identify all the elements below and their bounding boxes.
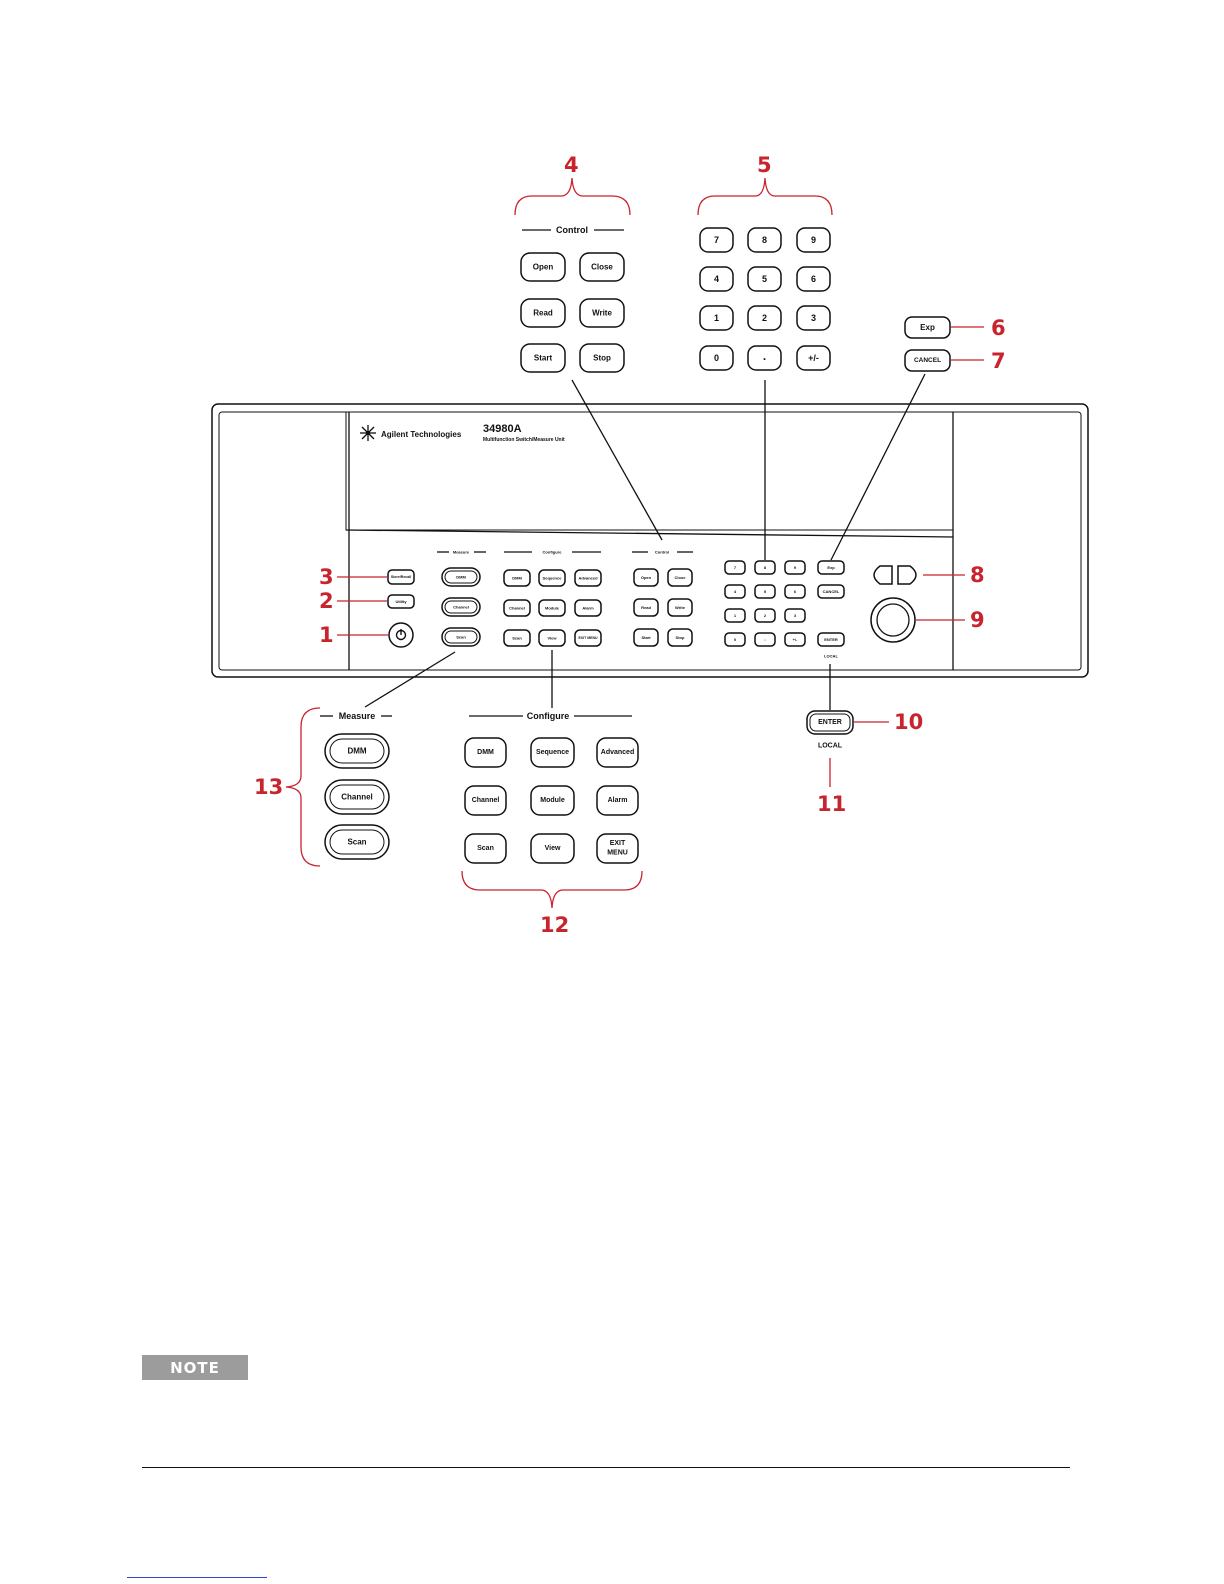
front-measure-channel-label: Channel — [453, 604, 469, 610]
front-exp-label: Exp — [827, 565, 835, 570]
enlarged-exp-label: Exp — [920, 323, 935, 332]
front-control-stop-label: Stop — [675, 635, 685, 640]
callout-6: 6 — [991, 316, 1006, 340]
front-local-label: LOCAL — [824, 653, 838, 659]
front-cancel-label: CANCEL — [822, 589, 840, 594]
enlarged-measure-dmm-key[interactable] — [325, 734, 389, 768]
front-control-title: Control — [654, 549, 670, 555]
front-measure-dmm-label: DMM — [456, 574, 466, 580]
enlarged-key-2-label: 2 — [761, 313, 768, 323]
enlarged-key-5-label: 5 — [761, 274, 768, 284]
callout-12: 12 — [540, 913, 570, 937]
enlarged-exp-cancel — [905, 317, 984, 371]
front-key-dot-label: . — [764, 636, 766, 643]
enlarged-measure-title: Measure — [338, 711, 376, 721]
enlarged-configure-title: Configure — [526, 711, 570, 721]
enlarged-config-menu-label: MENU — [607, 849, 628, 857]
model-desc-label: Multifunction Switch/Measure Unit — [483, 437, 565, 443]
enlarged-keypad — [698, 178, 832, 370]
note-badge: NOTE — [142, 1355, 248, 1380]
front-key-3-label: 3 — [793, 613, 797, 618]
front-key-8-label: 8 — [763, 565, 767, 570]
front-key-plusminus-label: +/- — [792, 637, 798, 642]
enlarged-open-label: Open — [532, 262, 554, 272]
callout-7: 7 — [991, 349, 1006, 373]
front-config-advanced-label: Advanced — [578, 575, 598, 581]
front-config-scan-label: Scan — [512, 635, 522, 641]
left-arrow-key[interactable] — [874, 566, 892, 584]
front-measure-scan-label: Scan — [456, 634, 466, 640]
front-enter-label: ENTER — [824, 637, 838, 642]
front-key-1-label: 1 — [733, 613, 737, 618]
enlarged-enter-local — [807, 664, 889, 787]
enlarged-config-sequence-label: Sequence — [535, 749, 570, 756]
front-config-module-label: Module — [545, 605, 559, 611]
front-key-9-label: 9 — [793, 565, 797, 570]
enlarged-config-exit-label: EXIT — [609, 840, 626, 847]
enlarged-config-module-label: Module — [540, 797, 565, 804]
front-config-dmm-label: DMM — [512, 575, 522, 581]
front-config-alarm-label: Alarm — [582, 605, 594, 611]
brand-label: Agilent Technologies — [381, 430, 462, 439]
enlarged-stop-label: Stop — [593, 353, 611, 363]
model-label: 34980A — [483, 423, 522, 435]
footer-rule — [142, 1467, 1070, 1468]
enlarged-config-exit-menu-key[interactable] — [597, 834, 638, 863]
enlarged-key-9-label: 9 — [810, 235, 817, 245]
footer-link-underline[interactable] — [127, 1577, 267, 1578]
enlarged-key-7-label: 7 — [713, 235, 720, 245]
enlarged-measure-scan-label: Scan — [347, 837, 367, 847]
callout-11: 11 — [817, 792, 847, 816]
enlarged-control-title: Control — [556, 225, 588, 235]
front-measure-channel-key[interactable] — [442, 598, 480, 616]
front-control-close-label: Close — [674, 575, 686, 580]
enlarged-config-channel-label: Channel — [471, 797, 500, 804]
enlarged-config-scan-label: Scan — [477, 845, 494, 852]
front-left-keys — [388, 570, 414, 647]
enlarged-config-advanced-label: Advanced — [600, 749, 635, 756]
enlarged-config-dmm-label: DMM — [477, 749, 494, 756]
front-config-view-label: View — [547, 635, 557, 641]
callout-9: 9 — [970, 608, 985, 632]
agilent-logo — [360, 425, 376, 441]
enlarged-control-group — [515, 178, 630, 372]
front-configure-title: Configure — [542, 549, 562, 555]
enlarged-configure-group — [462, 711, 642, 908]
enlarged-key-1-label: 1 — [713, 313, 720, 323]
enlarged-config-view-label: View — [544, 845, 561, 852]
enlarged-config-alarm-label: Alarm — [607, 797, 628, 804]
front-measure-title: Measure — [452, 549, 470, 555]
enlarged-key-dot-label: . — [762, 349, 767, 363]
enlarged-measure-channel-label: Channel — [341, 792, 373, 802]
enlarged-key-plusminus-label: +/- — [808, 353, 819, 363]
front-config-channel-label: Channel — [509, 605, 525, 611]
front-control-read-label: Read — [641, 605, 651, 610]
front-measure-dmm-key[interactable] — [442, 568, 480, 586]
callout-5: 5 — [757, 153, 772, 177]
right-arrow-key[interactable] — [898, 566, 916, 584]
enlarged-key-4-label: 4 — [713, 274, 720, 284]
enlarged-measure-channel-key[interactable] — [325, 780, 389, 814]
callout-13: 13 — [254, 775, 284, 799]
front-measure-scan-key[interactable] — [442, 628, 480, 646]
utility-key-label: Utility — [395, 599, 407, 604]
front-key-6-label: 6 — [793, 589, 797, 594]
callout-1: 1 — [319, 623, 334, 647]
callout-8: 8 — [970, 563, 985, 587]
enlarged-cancel-label: CANCEL — [913, 357, 942, 364]
front-control-write-label: Write — [675, 605, 685, 610]
enlarged-read-label: Read — [533, 308, 553, 318]
enlarged-measure-group — [286, 708, 392, 866]
front-control-open-label: Open — [640, 575, 652, 580]
callout-10: 10 — [894, 710, 924, 734]
front-key-5-label: 5 — [763, 589, 767, 594]
front-key-4-label: 4 — [733, 589, 737, 594]
enlarged-enter-label: ENTER — [818, 719, 842, 726]
front-key-7-label: 7 — [733, 565, 737, 570]
enlarged-key-0-label: 0 — [713, 353, 720, 363]
front-key-2-label: 2 — [763, 613, 767, 618]
enlarged-key-6-label: 6 — [810, 274, 817, 284]
enlarged-write-label: Write — [592, 308, 612, 318]
enlarged-measure-dmm-label: DMM — [347, 746, 367, 756]
enlarged-start-label: Start — [533, 353, 553, 363]
front-config-exit-menu-label: EXIT MENU — [578, 636, 598, 640]
callout-4: 4 — [564, 153, 579, 177]
enlarged-key-8-label: 8 — [761, 235, 768, 245]
callout-2: 2 — [319, 589, 334, 613]
front-control-start-label: Start — [641, 635, 651, 640]
enlarged-key-3-label: 3 — [810, 313, 817, 323]
front-key-0-label: 0 — [733, 637, 737, 642]
store-recall-key-label: Store/Recall — [390, 575, 412, 579]
enlarged-measure-scan-key[interactable] — [325, 825, 389, 859]
callout-3: 3 — [319, 565, 334, 589]
enlarged-local-label: LOCAL — [817, 742, 843, 750]
front-config-sequence-label: Sequence — [542, 575, 562, 581]
enlarged-close-label: Close — [591, 262, 613, 272]
